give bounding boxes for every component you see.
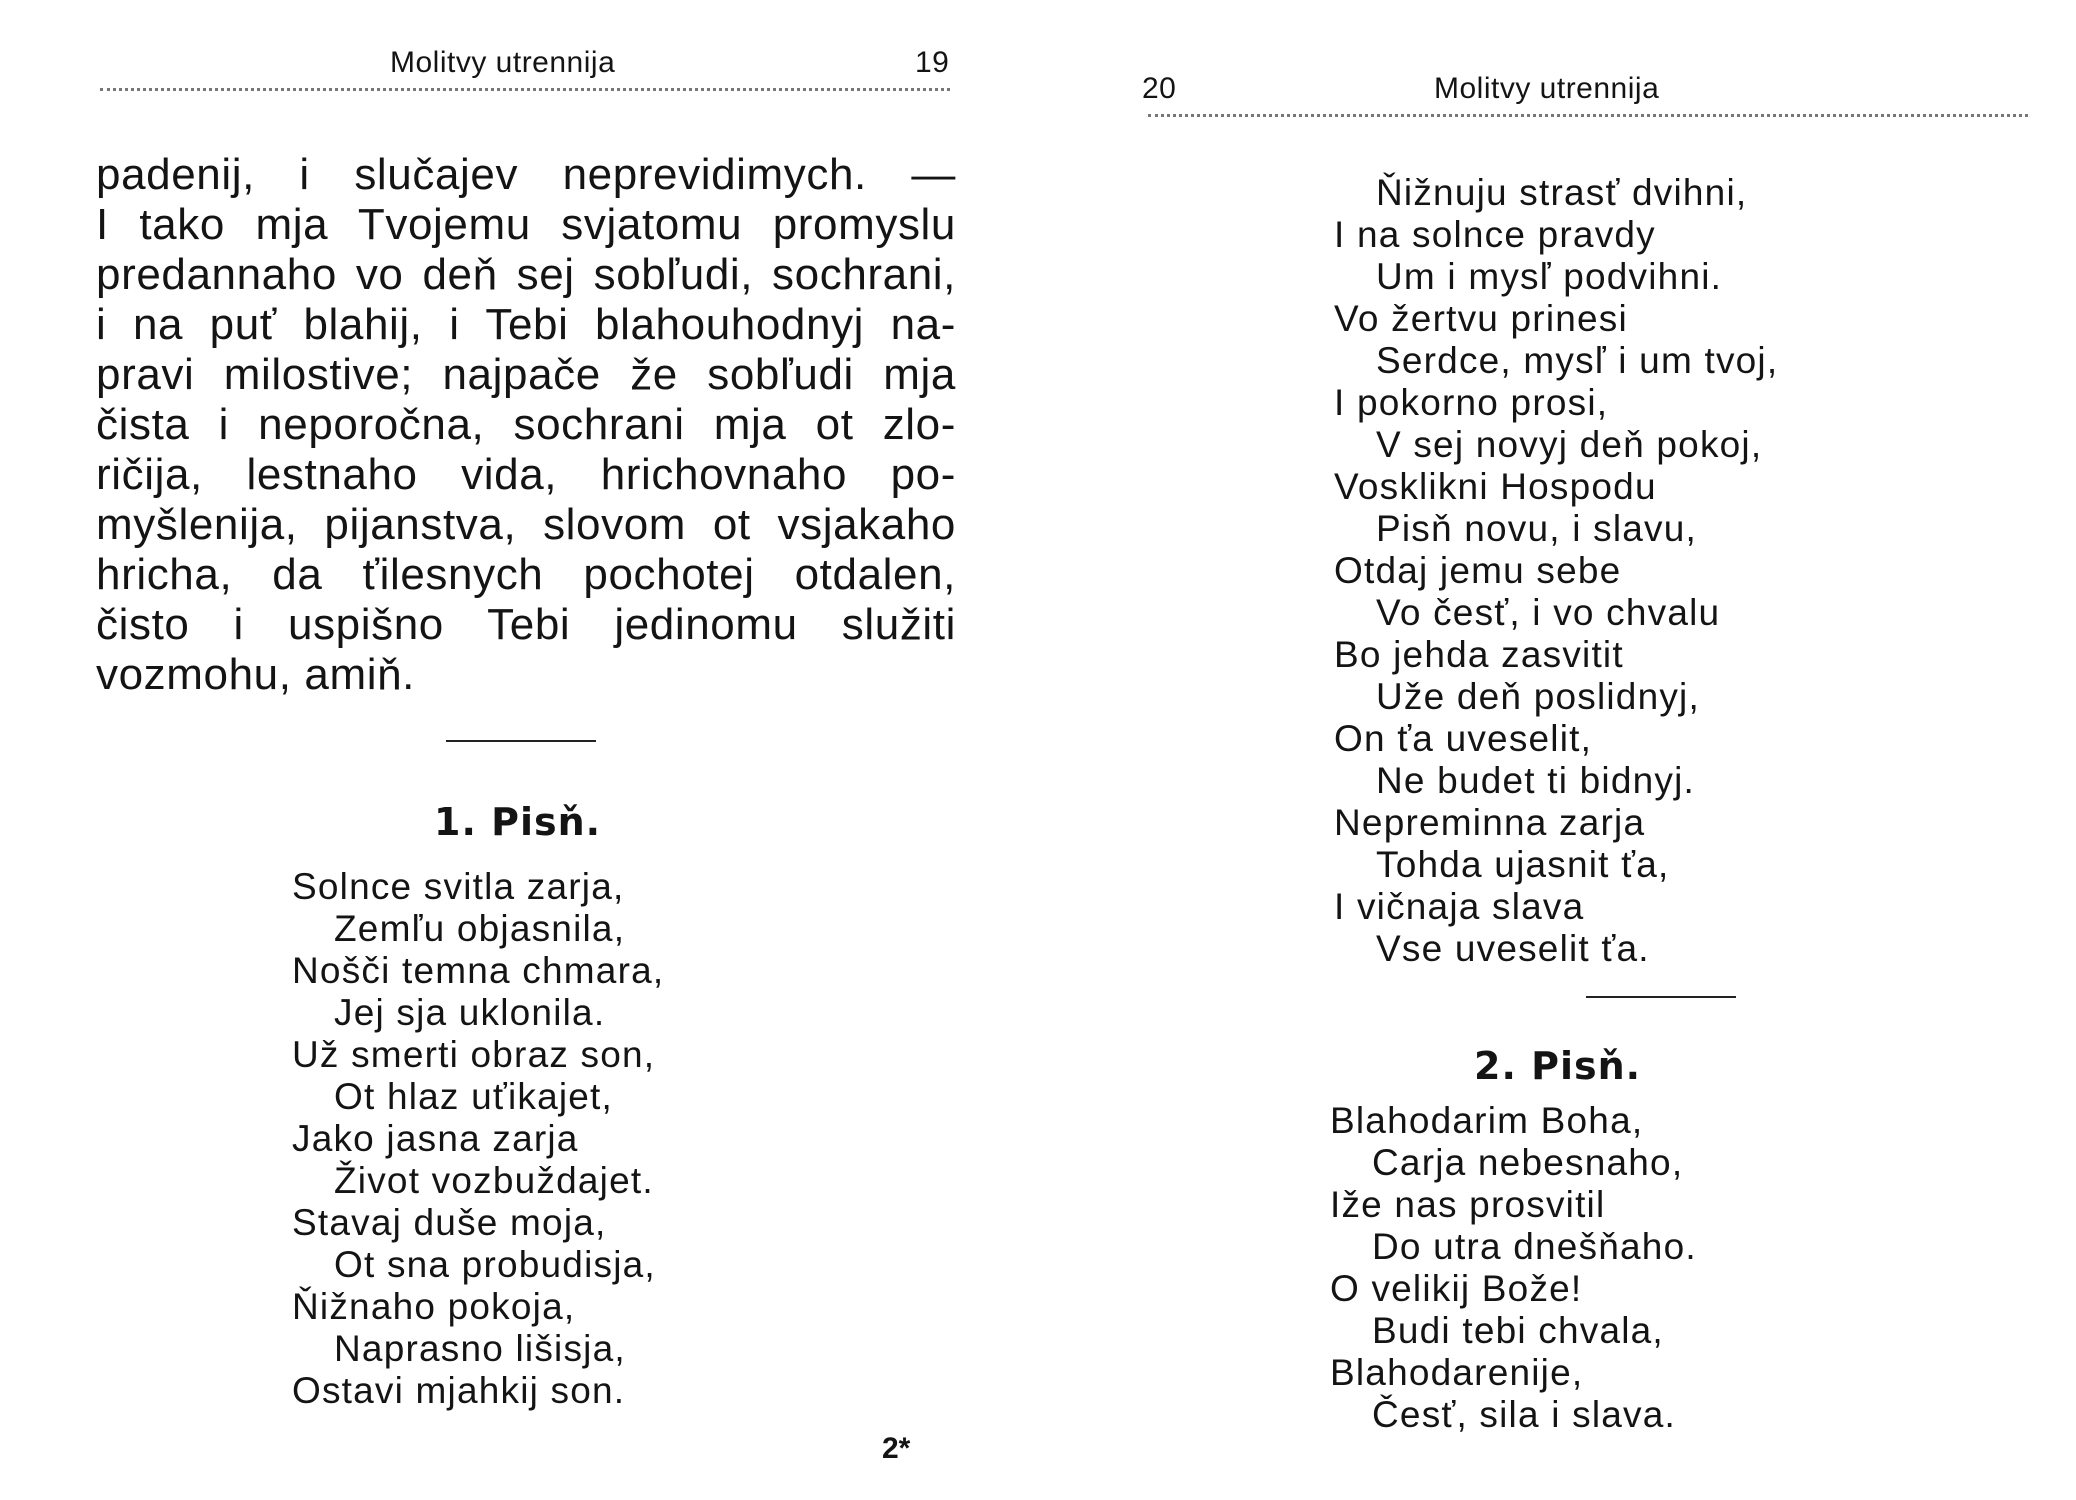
verse-line: Solnce svitla zarja, xyxy=(292,866,625,907)
text-line: I tako mja Tvojemu svjatomu promyslu xyxy=(96,200,956,249)
text-line: čista i neporočna, sochrani mja ot zlo- xyxy=(96,400,956,449)
right-page xyxy=(1038,0,2076,1500)
verse-line: Ňižnuju strasť dvihni, xyxy=(1376,172,1748,213)
verse-line: Iže nas prosvitil xyxy=(1330,1184,1606,1225)
verse-line: Nepreminna zarja xyxy=(1334,802,1646,843)
verse-line: Vse uveselit ťa. xyxy=(1376,928,1650,969)
verse-line: Blahodarenije, xyxy=(1330,1352,1584,1393)
verse-line: Česť, sila i slava. xyxy=(1372,1394,1676,1435)
text-line: predannaho vo deň sej sobľudi, sochrani, xyxy=(96,250,956,299)
text-line: ričija, lestnaho vida, hrichovnaho po- xyxy=(96,450,956,499)
signature-mark: 2* xyxy=(882,1432,911,1465)
verse-line: Vo česť, i vo chvalu xyxy=(1376,592,1721,633)
page-number: 20 xyxy=(1142,72,1177,105)
verse-line: Ot sna probudisja, xyxy=(334,1244,656,1285)
verse-line: Bo jehda zasvitit xyxy=(1334,634,1624,675)
verse-line: Život vozbuždajet. xyxy=(334,1160,654,1201)
verse-line: Vosklikni Hospodu xyxy=(1334,466,1657,507)
verse-line: Stavaj duše moja, xyxy=(292,1202,607,1243)
verse-line: Zemľu objasnila, xyxy=(334,908,626,949)
verse-line: Ot hlaz uťikajet, xyxy=(334,1076,614,1117)
verse-line: Budi tebi chvala, xyxy=(1372,1310,1664,1351)
verse-line: Blahodarim Boha, xyxy=(1330,1100,1644,1141)
song-title: 2. Pisň. xyxy=(1474,1044,1642,1088)
section-divider xyxy=(446,740,596,742)
verse-line: On ťa uveselit, xyxy=(1334,718,1593,759)
verse-line: Jej sja uklonila. xyxy=(334,992,606,1033)
verse-line: I vičnaja slava xyxy=(1334,886,1585,927)
text-line: čisto i uspišno Tebi jedinomu služiti xyxy=(96,600,956,649)
song-verse xyxy=(292,866,664,1412)
running-header: Molitvy utrennija xyxy=(390,46,616,79)
verse-line: Už smerti obraz son, xyxy=(292,1034,656,1075)
verse-line: Nošči temna chmara, xyxy=(292,950,665,991)
running-header: Molitvy utrennija xyxy=(1434,72,1660,105)
verse-line: Vo žertvu prinesi xyxy=(1334,298,1628,339)
verse-line: V sej novyj deň pokoj, xyxy=(1376,424,1763,465)
verse-line: Ňižnaho pokoja, xyxy=(292,1286,576,1327)
text-line: myšlenija, pijanstva, slovom ot vsjakaho xyxy=(96,500,956,549)
verse-line: Serdce, mysľ i um tvoj, xyxy=(1376,340,1779,381)
text-line: hricha, da ťilesnych pochotej otdalen, xyxy=(96,550,956,599)
text-line: pravi milostive; najpače že sobľudi mja xyxy=(96,350,956,399)
text-line: i na puť blahij, i Tebi blahouhodnyj na- xyxy=(96,300,956,349)
prayer-text xyxy=(96,150,956,700)
verse-line: Tohda ujasnit ťa, xyxy=(1376,844,1670,885)
verse-line: O velikij Bože! xyxy=(1330,1268,1583,1309)
verse-line: Do utra dnešňaho. xyxy=(1372,1226,1697,1267)
verse-line: I pokorno prosi, xyxy=(1334,382,1609,423)
verse-line: I na solnce pravdy xyxy=(1334,214,1656,255)
verse-line: Naprasno lišisja, xyxy=(334,1328,626,1369)
verse-line: Pisň novu, i slavu, xyxy=(1376,508,1698,549)
verse-line: Uže deň poslidnyj, xyxy=(1376,676,1700,717)
header-rule xyxy=(100,88,950,91)
verse-line: Jako jasna zarja xyxy=(292,1118,579,1159)
header-rule xyxy=(1148,114,2028,117)
page-number: 19 xyxy=(915,46,950,79)
verse-line: Otdaj jemu sebe xyxy=(1334,550,1622,591)
section-divider xyxy=(1586,996,1736,998)
song-verse-continued xyxy=(1334,172,1778,970)
text-line: padenij, i slučajev neprevidimych. — xyxy=(96,150,956,199)
song-verse xyxy=(1330,1100,1697,1436)
verse-line: Um i mysľ podvihni. xyxy=(1376,256,1723,297)
text-line: vozmohu, amiň. xyxy=(96,650,415,699)
verse-line: Ostavi mjahkij son. xyxy=(292,1370,626,1411)
verse-line: Ne budet ti bidnyj. xyxy=(1376,760,1695,801)
song-title: 1. Pisň. xyxy=(434,800,602,844)
verse-line: Carja nebesnaho, xyxy=(1372,1142,1684,1183)
